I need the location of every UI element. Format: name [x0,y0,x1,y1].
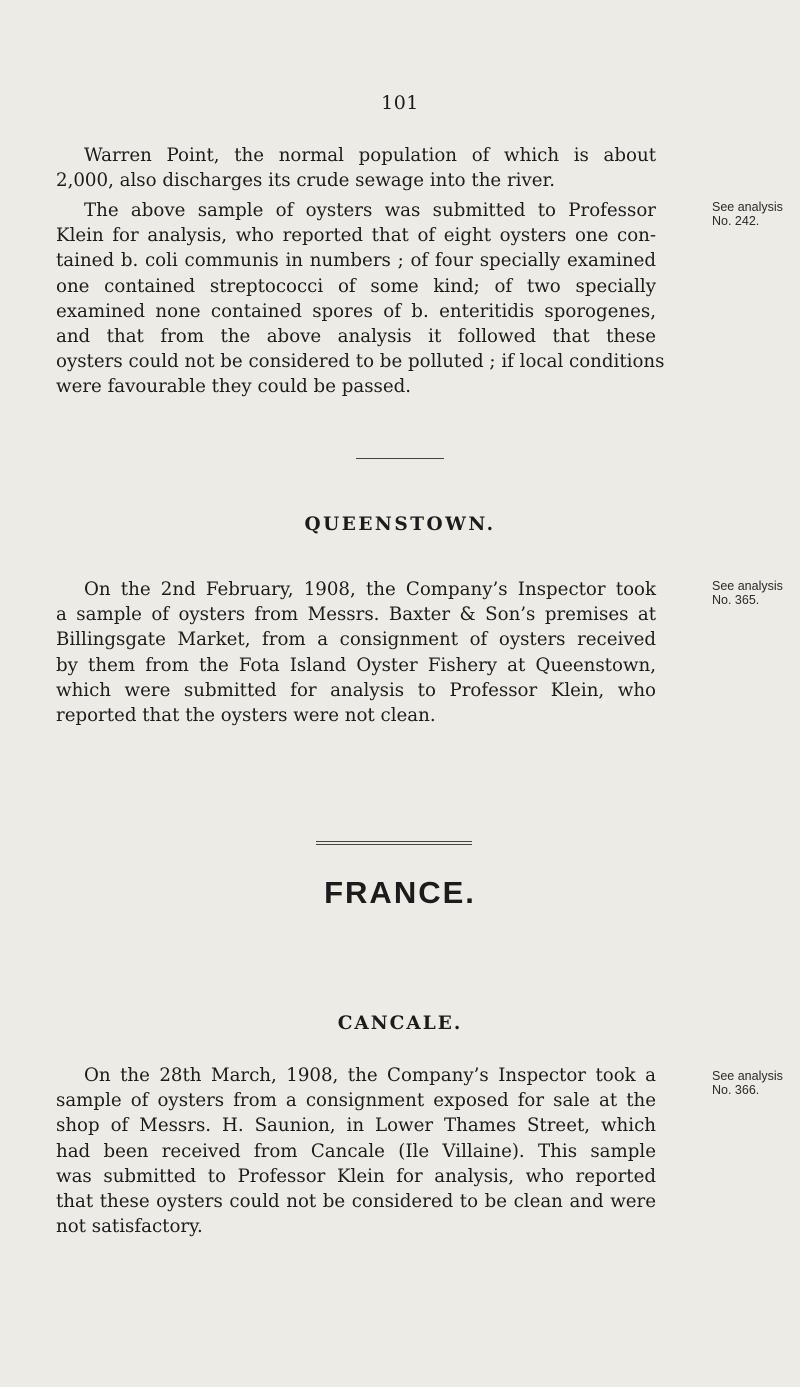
margin-note-analysis-365: See analysis No. 365. [712,579,783,607]
heading-cancale: CANCALE. [337,1013,463,1034]
text-line: Warren Point, the normal population of which is about [84,145,656,166]
text-line: which were submitted for analysis to Professor Klein, who [56,679,656,701]
text-line: by them from the Fota Island Oyster Fishery at Queenstown, [56,654,656,676]
text-line: examined none contained spores of b. enteritidis sporogenes, [56,300,656,322]
text-line: On the 28th March, 1908, the Company’s Inspector took a [84,1065,656,1086]
paragraph-queenstown [56,577,656,728]
text-line: were favourable they could be passed. [56,376,412,398]
section-divider-double [316,841,472,845]
text-line: On the 2nd February, 1908, the Company’s Inspector took [84,579,656,600]
text-line: that these oysters could not be considered to be clean and were [56,1191,656,1213]
text-line: not satisfactory. [56,1216,203,1238]
text-line: was submitted to Professor Klein for analysis, who reported [56,1165,656,1187]
text-line: Billingsgate Market, from a consignment of oysters received [56,629,656,651]
margin-note-analysis-366: See analysis No. 366. [712,1069,783,1097]
text-line: had been received from Cancale (Ile Villaine). This sample [56,1140,656,1162]
margin-note-analysis-242: See analysis No. 242. [712,200,783,228]
text-line: The above sample of oysters was submitted to Professor [84,200,656,221]
text-line: tained b. coli communis in numbers ; of four specially examined [56,250,656,272]
heading-queenstown: QUEENSTOWN. [304,514,496,535]
paragraph-cancale [56,1063,656,1239]
text-line: a sample of oysters from Messrs. Baxter & Son’s premises at [56,604,656,626]
text-line: and that from the above analysis it followed that these [56,326,656,348]
text-line: Klein for analysis, who reported that of eight oysters one con- [56,225,656,247]
page-number: 101 [381,92,419,114]
text-line: reported that the oysters were not clean. [56,705,436,727]
section-divider [356,458,444,459]
text-line: shop of Messrs. H. Saunion, in Lower Thames Street, which [56,1115,656,1137]
text-line: 2,000, also discharges its crude sewage into the river. [56,170,555,192]
heading-france: FRANCE. [324,875,476,910]
paragraph-warren-point [56,143,656,193]
text-line: oysters could not be considered to be polluted ; if local conditions [56,351,665,373]
text-line: one contained streptococci of some kind; of two specially [56,275,656,297]
paragraph-klein-analysis [56,198,665,400]
text-line: sample of oysters from a consignment exposed for sale at the [56,1090,656,1112]
